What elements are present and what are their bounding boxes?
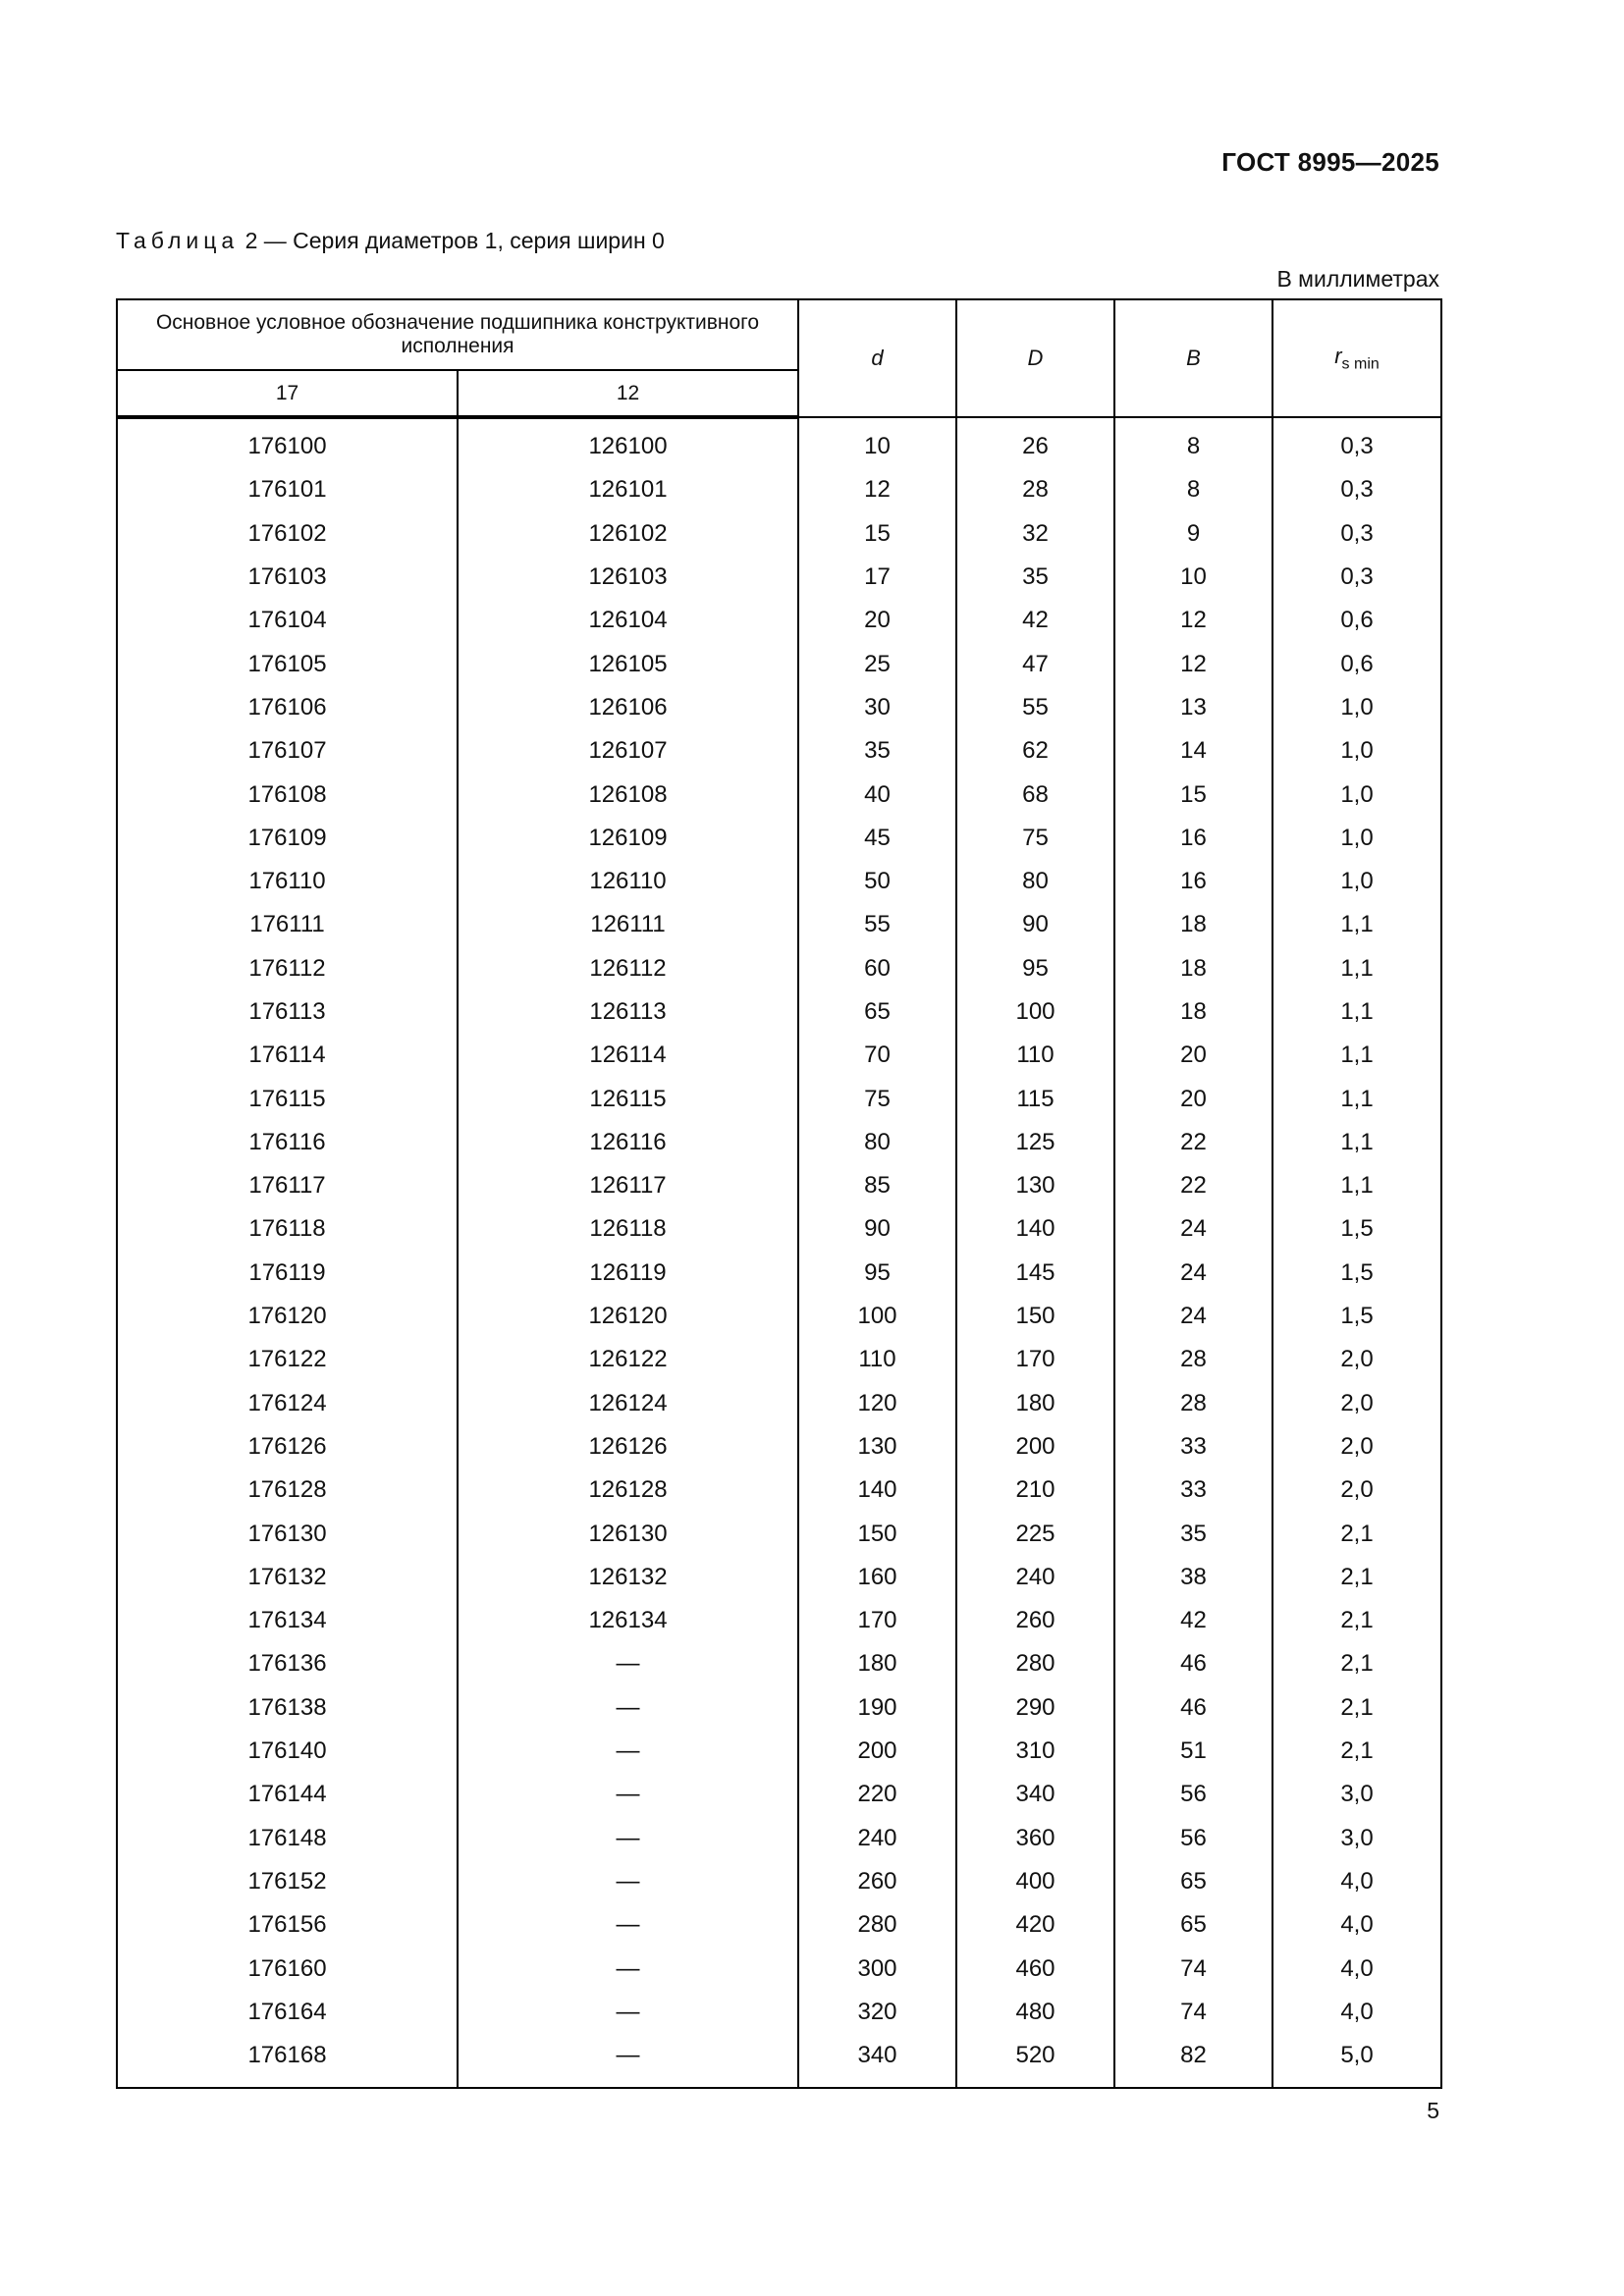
table-row (117, 2034, 1441, 2088)
cell-B: 14 (1114, 729, 1272, 773)
cell-code-12: 126102 (458, 512, 798, 556)
cell-B: 18 (1114, 903, 1272, 946)
cell-code-17: 176104 (117, 599, 458, 642)
cell-D: 290 (956, 1686, 1114, 1730)
table-row (117, 1295, 1441, 1338)
cell-rs-min: 1,0 (1272, 860, 1441, 903)
cell-B: 74 (1114, 1947, 1272, 1990)
cell-rs-min: 2,1 (1272, 1642, 1441, 1685)
cell-code-17: 176136 (117, 1642, 458, 1685)
cell-B: 33 (1114, 1425, 1272, 1468)
cell-rs-min: 4,0 (1272, 1991, 1441, 2034)
cell-code-17: 176126 (117, 1425, 458, 1468)
cell-rs-min: 2,1 (1272, 1512, 1441, 1555)
cell-code-12: 126107 (458, 729, 798, 773)
table-row (117, 1164, 1441, 1207)
table-row (117, 1556, 1441, 1599)
cell-B: 12 (1114, 599, 1272, 642)
cell-rs-min: 2,1 (1272, 1730, 1441, 1773)
table-row (117, 990, 1441, 1034)
cell-code-12: 126110 (458, 860, 798, 903)
cell-rs-min: 2,0 (1272, 1425, 1441, 1468)
cell-rs-min: 1,0 (1272, 729, 1441, 773)
cell-D: 340 (956, 1773, 1114, 1816)
cell-D: 35 (956, 556, 1114, 599)
cell-code-12: — (458, 1730, 798, 1773)
table-caption (116, 228, 665, 254)
cell-D: 520 (956, 2034, 1114, 2088)
cell-rs-min: 0,3 (1272, 468, 1441, 511)
cell-D: 55 (956, 686, 1114, 729)
cell-D: 150 (956, 1295, 1114, 1338)
cell-d: 90 (798, 1207, 956, 1251)
cell-code-17: 176168 (117, 2034, 458, 2088)
cell-rs-min: 4,0 (1272, 1947, 1441, 1990)
cell-B: 51 (1114, 1730, 1272, 1773)
cell-D: 360 (956, 1817, 1114, 1860)
cell-d: 70 (798, 1034, 956, 1077)
cell-rs-min: 1,1 (1272, 1077, 1441, 1120)
cell-rs-min: 2,0 (1272, 1382, 1441, 1425)
cell-code-12: — (458, 1686, 798, 1730)
cell-code-12: 126109 (458, 817, 798, 860)
cell-D: 145 (956, 1252, 1114, 1295)
cell-code-17: 176148 (117, 1817, 458, 1860)
cell-D: 110 (956, 1034, 1114, 1077)
cell-d: 160 (798, 1556, 956, 1599)
cell-code-17: 176118 (117, 1207, 458, 1251)
cell-d: 40 (798, 773, 956, 816)
cell-B: 28 (1114, 1338, 1272, 1381)
cell-code-12: 126117 (458, 1164, 798, 1207)
cell-d: 150 (798, 1512, 956, 1555)
cell-code-17: 176164 (117, 1991, 458, 2034)
cell-code-12: 126122 (458, 1338, 798, 1381)
cell-rs-min: 1,1 (1272, 1164, 1441, 1207)
cell-code-17: 176132 (117, 1556, 458, 1599)
cell-D: 100 (956, 990, 1114, 1034)
header-rs-min (1272, 299, 1441, 417)
cell-code-17: 176107 (117, 729, 458, 773)
cell-B: 9 (1114, 512, 1272, 556)
table-row (117, 860, 1441, 903)
header-B: B (1114, 299, 1272, 417)
cell-code-12: — (458, 1773, 798, 1816)
cell-d: 65 (798, 990, 956, 1034)
cell-d: 190 (798, 1686, 956, 1730)
cell-D: 480 (956, 1991, 1114, 2034)
cell-code-12: 126116 (458, 1121, 798, 1164)
table-row (117, 1730, 1441, 1773)
cell-d: 200 (798, 1730, 956, 1773)
cell-D: 80 (956, 860, 1114, 903)
document-code: ГОСТ 8995—2025 (1221, 147, 1439, 177)
cell-code-17: 176156 (117, 1903, 458, 1947)
cell-d: 80 (798, 1121, 956, 1164)
cell-B: 8 (1114, 417, 1272, 468)
table-caption-label: Таблица (116, 228, 240, 253)
cell-d: 120 (798, 1382, 956, 1425)
table-row (117, 729, 1441, 773)
cell-B: 10 (1114, 556, 1272, 599)
table-row (117, 1382, 1441, 1425)
cell-code-17: 176140 (117, 1730, 458, 1773)
table-row (117, 1903, 1441, 1947)
cell-d: 12 (798, 468, 956, 511)
cell-d: 10 (798, 417, 956, 468)
table-row (117, 1121, 1441, 1164)
cell-D: 280 (956, 1642, 1114, 1685)
cell-B: 24 (1114, 1252, 1272, 1295)
cell-code-17: 176122 (117, 1338, 458, 1381)
cell-code-12: 126119 (458, 1252, 798, 1295)
cell-rs-min: 1,0 (1272, 773, 1441, 816)
cell-code-17: 176108 (117, 773, 458, 816)
cell-code-17: 176130 (117, 1512, 458, 1555)
cell-rs-min: 1,1 (1272, 947, 1441, 990)
cell-d: 340 (798, 2034, 956, 2088)
cell-code-17: 176114 (117, 1034, 458, 1077)
cell-code-17: 176111 (117, 903, 458, 946)
cell-code-12: 126126 (458, 1425, 798, 1468)
cell-B: 16 (1114, 817, 1272, 860)
cell-rs-min: 2,0 (1272, 1468, 1441, 1512)
cell-rs-min: 1,0 (1272, 686, 1441, 729)
cell-rs-min: 5,0 (1272, 2034, 1441, 2088)
cell-D: 130 (956, 1164, 1114, 1207)
cell-rs-min: 1,1 (1272, 990, 1441, 1034)
cell-code-17: 176109 (117, 817, 458, 860)
cell-rs-min: 1,0 (1272, 817, 1441, 860)
cell-code-12: 126115 (458, 1077, 798, 1120)
cell-d: 55 (798, 903, 956, 946)
cell-d: 260 (798, 1860, 956, 1903)
header-D: D (956, 299, 1114, 417)
cell-rs-min: 0,6 (1272, 642, 1441, 685)
cell-rs-min: 0,3 (1272, 417, 1441, 468)
cell-d: 220 (798, 1773, 956, 1816)
cell-B: 28 (1114, 1382, 1272, 1425)
table-row (117, 599, 1441, 642)
cell-D: 170 (956, 1338, 1114, 1381)
cell-B: 12 (1114, 642, 1272, 685)
cell-B: 22 (1114, 1164, 1272, 1207)
table-row (117, 903, 1441, 946)
cell-code-17: 176115 (117, 1077, 458, 1120)
cell-d: 35 (798, 729, 956, 773)
cell-D: 460 (956, 1947, 1114, 1990)
header-d: d (798, 299, 956, 417)
cell-code-17: 176124 (117, 1382, 458, 1425)
cell-code-12: 126130 (458, 1512, 798, 1555)
cell-code-12: 126134 (458, 1599, 798, 1642)
table-row (117, 1338, 1441, 1381)
cell-code-12: 126105 (458, 642, 798, 685)
cell-code-12: 126112 (458, 947, 798, 990)
cell-D: 140 (956, 1207, 1114, 1251)
table-row (117, 1773, 1441, 1816)
cell-B: 20 (1114, 1077, 1272, 1120)
cell-B: 82 (1114, 2034, 1272, 2088)
table-row (117, 686, 1441, 729)
table-row (117, 1817, 1441, 1860)
cell-code-17: 176110 (117, 860, 458, 903)
cell-rs-min: 1,5 (1272, 1207, 1441, 1251)
cell-D: 62 (956, 729, 1114, 773)
cell-rs-min: 2,1 (1272, 1686, 1441, 1730)
cell-B: 18 (1114, 947, 1272, 990)
table-row (117, 1034, 1441, 1077)
cell-code-12: 126100 (458, 417, 798, 468)
table-row (117, 1991, 1441, 2034)
cell-code-17: 176106 (117, 686, 458, 729)
subheader-12: 12 (458, 370, 798, 417)
cell-code-12: 126124 (458, 1382, 798, 1425)
cell-D: 310 (956, 1730, 1114, 1773)
cell-code-12: — (458, 1817, 798, 1860)
cell-d: 75 (798, 1077, 956, 1120)
cell-code-12: 126104 (458, 599, 798, 642)
cell-D: 115 (956, 1077, 1114, 1120)
cell-code-12: — (458, 1642, 798, 1685)
cell-rs-min: 2,1 (1272, 1599, 1441, 1642)
cell-D: 75 (956, 817, 1114, 860)
cell-B: 35 (1114, 1512, 1272, 1555)
table-row (117, 1207, 1441, 1251)
cell-rs-min: 1,5 (1272, 1295, 1441, 1338)
cell-rs-min: 0,3 (1272, 556, 1441, 599)
table-caption-text: 2 — Серия диаметров 1, серия ширин 0 (244, 228, 665, 253)
table-row (117, 947, 1441, 990)
cell-code-17: 176103 (117, 556, 458, 599)
cell-code-17: 176119 (117, 1252, 458, 1295)
cell-code-12: 126101 (458, 468, 798, 511)
cell-d: 30 (798, 686, 956, 729)
cell-rs-min: 3,0 (1272, 1817, 1441, 1860)
cell-code-12: — (458, 1860, 798, 1903)
table-row (117, 1252, 1441, 1295)
cell-D: 47 (956, 642, 1114, 685)
cell-d: 320 (798, 1991, 956, 2034)
cell-rs-min: 1,1 (1272, 1034, 1441, 1077)
cell-code-17: 176120 (117, 1295, 458, 1338)
cell-B: 65 (1114, 1860, 1272, 1903)
cell-d: 45 (798, 817, 956, 860)
cell-B: 46 (1114, 1686, 1272, 1730)
table-row (117, 512, 1441, 556)
cell-code-12: — (458, 1991, 798, 2034)
cell-d: 100 (798, 1295, 956, 1338)
cell-B: 56 (1114, 1773, 1272, 1816)
cell-d: 110 (798, 1338, 956, 1381)
table-row (117, 468, 1441, 511)
designation-group-header: Основное условное обозначение подшипника конструктивного исполнения (117, 299, 798, 370)
cell-rs-min: 2,1 (1272, 1556, 1441, 1599)
cell-d: 140 (798, 1468, 956, 1512)
table-row (117, 1512, 1441, 1555)
cell-B: 15 (1114, 773, 1272, 816)
cell-code-12: 126118 (458, 1207, 798, 1251)
cell-code-17: 176100 (117, 417, 458, 468)
cell-rs-min: 3,0 (1272, 1773, 1441, 1816)
cell-B: 13 (1114, 686, 1272, 729)
cell-code-17: 176144 (117, 1773, 458, 1816)
table-body (117, 417, 1441, 2088)
cell-code-12: 126120 (458, 1295, 798, 1338)
cell-code-12: 126132 (458, 1556, 798, 1599)
table-row (117, 642, 1441, 685)
table-row (117, 1425, 1441, 1468)
cell-d: 240 (798, 1817, 956, 1860)
cell-code-17: 176105 (117, 642, 458, 685)
cell-code-12: 126103 (458, 556, 798, 599)
cell-rs-min: 2,0 (1272, 1338, 1441, 1381)
cell-D: 180 (956, 1382, 1114, 1425)
cell-B: 65 (1114, 1903, 1272, 1947)
cell-d: 85 (798, 1164, 956, 1207)
cell-D: 90 (956, 903, 1114, 946)
table-row (117, 1860, 1441, 1903)
cell-code-12: 126114 (458, 1034, 798, 1077)
cell-B: 24 (1114, 1207, 1272, 1251)
cell-code-17: 176113 (117, 990, 458, 1034)
cell-B: 56 (1114, 1817, 1272, 1860)
cell-code-17: 176134 (117, 1599, 458, 1642)
table-row (117, 417, 1441, 468)
table-row (117, 1468, 1441, 1512)
cell-B: 38 (1114, 1556, 1272, 1599)
cell-B: 16 (1114, 860, 1272, 903)
subheader-17: 17 (117, 370, 458, 417)
cell-code-12: 126106 (458, 686, 798, 729)
table-row (117, 1642, 1441, 1685)
header-rs-base: r (1334, 343, 1342, 368)
cell-B: 24 (1114, 1295, 1272, 1338)
cell-B: 22 (1114, 1121, 1272, 1164)
table-row (117, 1947, 1441, 1990)
page-number: 5 (1427, 2098, 1439, 2123)
table-row (117, 817, 1441, 860)
table-row (117, 1686, 1441, 1730)
cell-rs-min: 4,0 (1272, 1903, 1441, 1947)
cell-rs-min: 1,1 (1272, 1121, 1441, 1164)
cell-d: 180 (798, 1642, 956, 1685)
cell-B: 46 (1114, 1642, 1272, 1685)
cell-B: 18 (1114, 990, 1272, 1034)
cell-D: 200 (956, 1425, 1114, 1468)
cell-B: 20 (1114, 1034, 1272, 1077)
cell-code-12: 126111 (458, 903, 798, 946)
cell-d: 25 (798, 642, 956, 685)
cell-D: 225 (956, 1512, 1114, 1555)
units-note: В миллиметрах (1276, 266, 1439, 292)
cell-d: 170 (798, 1599, 956, 1642)
cell-B: 74 (1114, 1991, 1272, 2034)
cell-rs-min: 0,6 (1272, 599, 1441, 642)
cell-d: 95 (798, 1252, 956, 1295)
cell-d: 20 (798, 599, 956, 642)
cell-D: 26 (956, 417, 1114, 468)
cell-code-12: 126128 (458, 1468, 798, 1512)
cell-rs-min: 1,5 (1272, 1252, 1441, 1295)
cell-code-17: 176112 (117, 947, 458, 990)
cell-D: 420 (956, 1903, 1114, 1947)
cell-code-17: 176102 (117, 512, 458, 556)
table-row (117, 773, 1441, 816)
cell-code-17: 176116 (117, 1121, 458, 1164)
cell-d: 17 (798, 556, 956, 599)
cell-code-17: 176152 (117, 1860, 458, 1903)
cell-d: 300 (798, 1947, 956, 1990)
cell-code-17: 176101 (117, 468, 458, 511)
cell-B: 33 (1114, 1468, 1272, 1512)
cell-D: 125 (956, 1121, 1114, 1164)
header-rs-sub: s min (1341, 355, 1380, 373)
cell-D: 68 (956, 773, 1114, 816)
cell-code-12: — (458, 1903, 798, 1947)
cell-code-17: 176128 (117, 1468, 458, 1512)
cell-d: 15 (798, 512, 956, 556)
cell-code-12: 126113 (458, 990, 798, 1034)
cell-code-17: 176160 (117, 1947, 458, 1990)
cell-B: 42 (1114, 1599, 1272, 1642)
cell-code-12: 126108 (458, 773, 798, 816)
cell-D: 95 (956, 947, 1114, 990)
cell-code-17: 176117 (117, 1164, 458, 1207)
table-row (117, 1599, 1441, 1642)
bearing-dimensions-table (116, 298, 1442, 2089)
cell-d: 280 (798, 1903, 956, 1947)
cell-rs-min: 4,0 (1272, 1860, 1441, 1903)
cell-d: 50 (798, 860, 956, 903)
cell-D: 400 (956, 1860, 1114, 1903)
cell-code-12: — (458, 1947, 798, 1990)
cell-D: 210 (956, 1468, 1114, 1512)
cell-D: 42 (956, 599, 1114, 642)
cell-rs-min: 0,3 (1272, 512, 1441, 556)
cell-d: 60 (798, 947, 956, 990)
cell-d: 130 (798, 1425, 956, 1468)
table-row (117, 1077, 1441, 1120)
cell-B: 8 (1114, 468, 1272, 511)
cell-code-12: — (458, 2034, 798, 2088)
cell-D: 260 (956, 1599, 1114, 1642)
cell-D: 240 (956, 1556, 1114, 1599)
table-row (117, 556, 1441, 599)
cell-D: 32 (956, 512, 1114, 556)
cell-D: 28 (956, 468, 1114, 511)
cell-code-17: 176138 (117, 1686, 458, 1730)
cell-rs-min: 1,1 (1272, 903, 1441, 946)
